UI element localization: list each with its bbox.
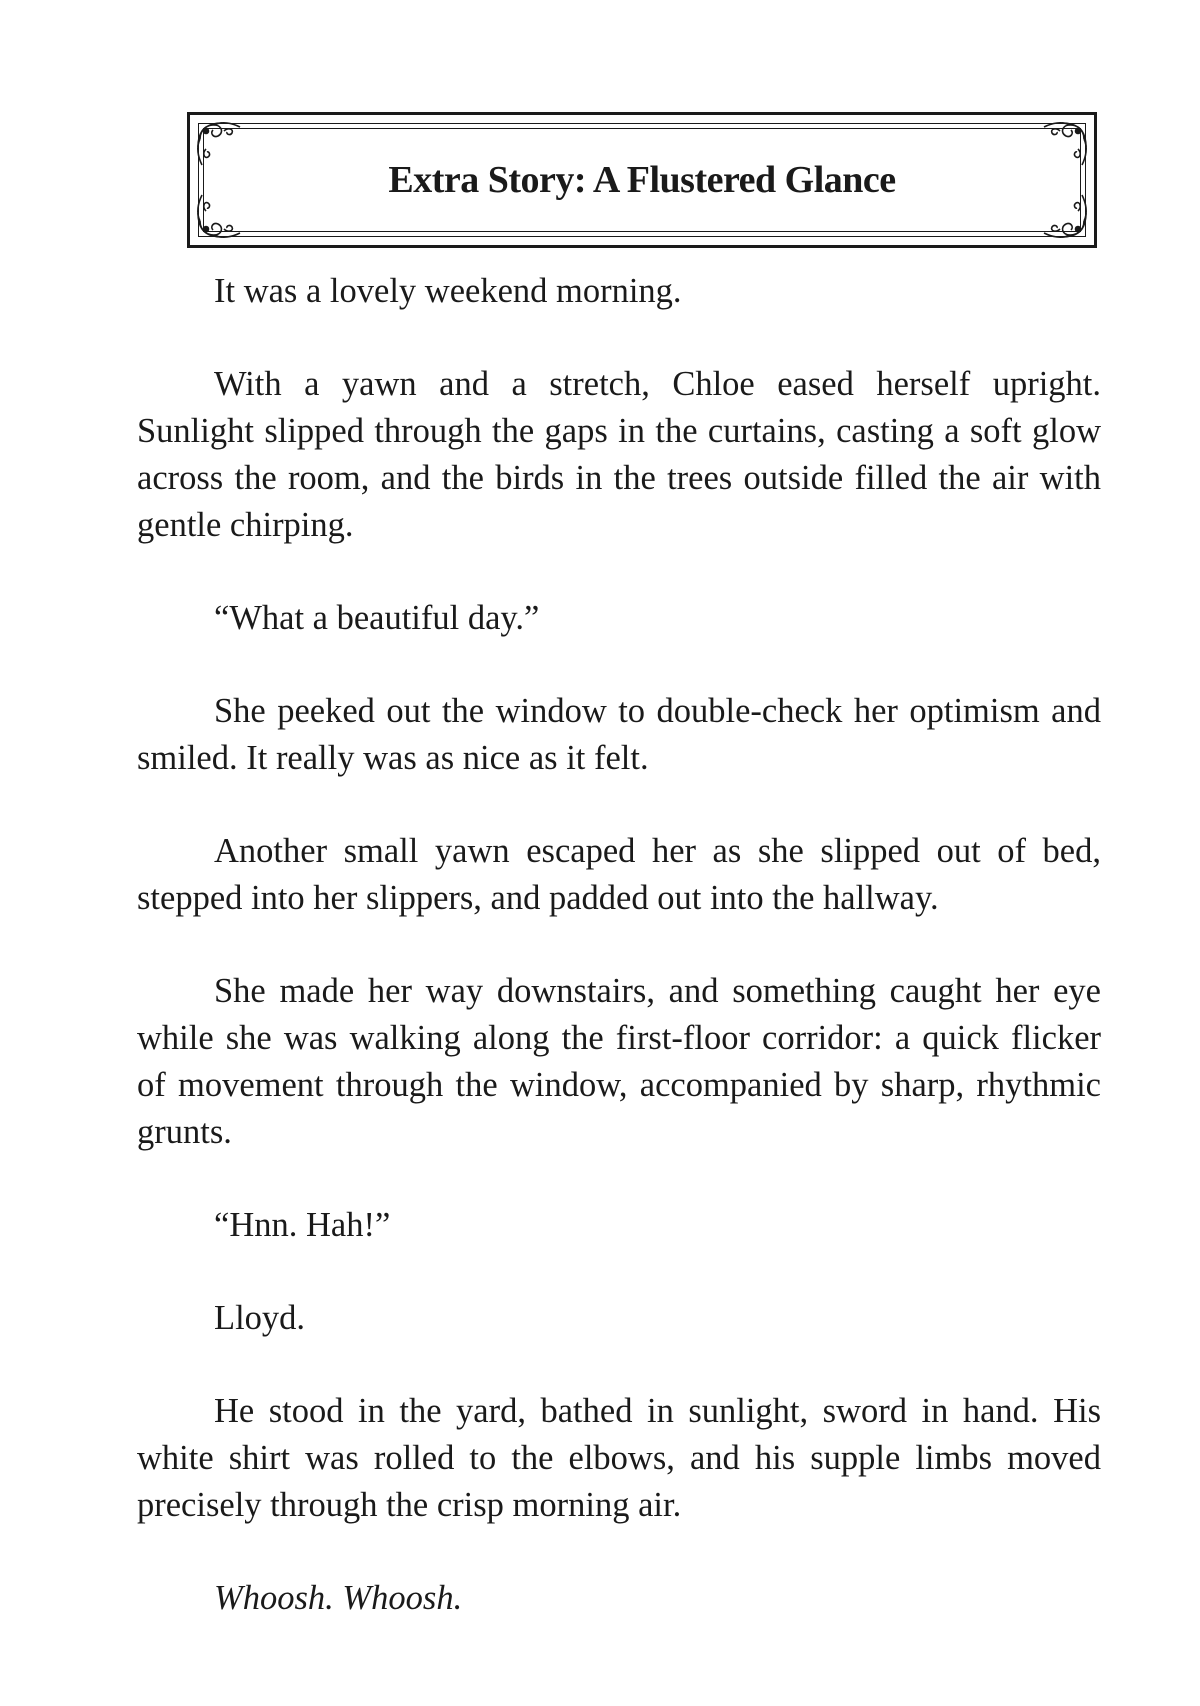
chapter-title: Extra Story: A Flustered Glance	[388, 159, 896, 201]
paragraph: Lloyd.	[214, 1299, 306, 1337]
paragraph: Whoosh. Whoosh.	[214, 1579, 463, 1617]
paragraph: With a yawn and a stretch, Chloe eased herself upright. Sunlight slipped through the gaps in the curtains, casting a soft glow across the room, and the birds in the trees outside filled the air with gentle chirping.	[137, 365, 1101, 544]
chapter-title-frame	[187, 112, 1097, 248]
paragraph: He stood in the yard, bathed in sunlight, sword in hand. His white shirt was rolled to the elbows, and his supple limbs moved precisely through the crisp morning air.	[137, 1392, 1101, 1524]
paragraph: She peeked out the window to double-check her optimism and smiled. It really was as nice as it felt.	[137, 692, 1101, 777]
paragraph: She made her way downstairs, and something caught her eye while she was walking along the first-floor corridor: a quick flicker of movement through the window, accompanied by sharp, rhythmic grunts.	[137, 972, 1101, 1151]
paragraph: “What a beautiful day.”	[214, 599, 540, 637]
paragraph: It was a lovely weekend morning.	[214, 272, 682, 310]
story-body	[137, 268, 1101, 1668]
paragraph: Another small yawn escaped her as she slipped out of bed, stepped into her slippers, and padded out into the hallway.	[137, 832, 1101, 917]
paragraph: “Hnn. Hah!”	[214, 1206, 391, 1244]
